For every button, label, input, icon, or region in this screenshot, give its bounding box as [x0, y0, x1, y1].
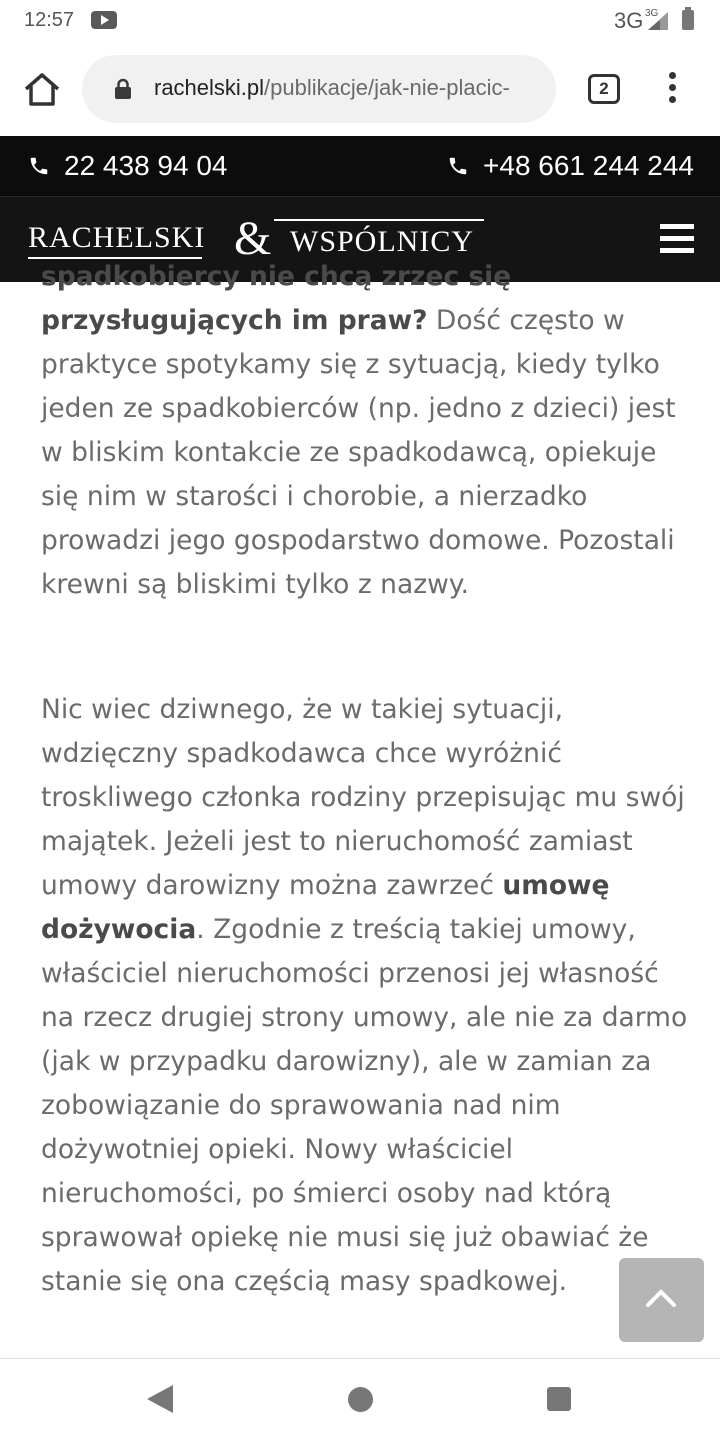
article-content	[0, 261, 720, 1358]
chevron-up-icon	[645, 1286, 677, 1308]
paragraph-bold: przysługujących im praw?	[41, 305, 428, 336]
hamburger-menu-icon[interactable]	[660, 224, 694, 254]
logo-text-left: RACHELSKI	[28, 221, 206, 254]
logo-text-right: WSPÓLNICY	[290, 225, 475, 258]
url-path: /publikacje/jak-nie-placic-	[264, 75, 510, 100]
phone-icon	[447, 155, 469, 177]
status-time: 12:57	[24, 9, 75, 31]
youtube-notification-icon	[91, 11, 117, 29]
url-text[interactable]	[154, 75, 544, 101]
paragraph-text: Dość często w praktyce spotykamy się z sytuacją, kiedy tylko jeden ze spadkobierców (np. jedno z dzieci) jest w bliskim kontakcie ze spadkodawcą, opiekuje się nim w starości i chorobie, a nierzadko prowadzi jego gospodarstwo domowe. Pozostali krewni są bliskimi tylko z nazwy.	[41, 305, 676, 600]
logo-overline	[274, 219, 484, 221]
phone-icon	[28, 155, 50, 177]
tab-switcher-button[interactable]: 2	[588, 74, 620, 104]
home-button-icon[interactable]	[348, 1387, 373, 1412]
phone-link-left[interactable]	[28, 150, 228, 182]
paragraph-bold-cut: spadkobiercy nie chcą zrzec się	[41, 261, 512, 292]
network-type-sup: 3G	[645, 8, 659, 19]
signal-icon	[648, 12, 668, 30]
recent-apps-icon[interactable]	[547, 1387, 571, 1411]
paragraph-text: . Zgodnie z treścią takiej umowy, właściciel nieruchomości przenosi jej własność na rzecz drugiej strony umowy, ale nie za darmo (jak w przypadku darowizny), ale w zamian za zobowiązanie do sprawowania nad nim dożywotniej opieki. Nowy właściciel nieruchomości, po śmierci osoby nad którą sprawował opiekę nie musi się już obawiać że stanie się ona częścią masy spadkowej.	[41, 914, 688, 1297]
paragraph-text: Nic wiec dziwnego, że w takiej sytuacji, wdzięczny spadkodawca chce wyróżnić troskliwego członka rodziny przepisując mu swój majątek. Jeżeli jest to nieruchomość zamiast umowy darowizny można zawrzeć	[41, 694, 685, 901]
phone-link-right[interactable]	[447, 150, 694, 182]
url-domain: rachelski.pl	[154, 75, 265, 100]
system-nav-bar	[0, 1358, 720, 1440]
status-bar	[0, 0, 720, 42]
back-to-top-button[interactable]	[619, 1258, 704, 1342]
home-icon[interactable]	[22, 71, 62, 107]
article-paragraph	[41, 688, 691, 1304]
phone-number-right: +48 661 244 244	[483, 150, 694, 181]
paragraph-bold: umowę dożywocia	[41, 870, 610, 945]
network-type: 3G	[614, 8, 644, 33]
overflow-menu-icon[interactable]	[667, 72, 677, 106]
browser-toolbar	[0, 42, 720, 136]
phone-number-left: 22 438 94 04	[64, 150, 228, 181]
article-paragraph	[41, 255, 691, 607]
battery-icon	[682, 10, 694, 30]
logo-ampersand: &	[234, 212, 272, 265]
contact-bar	[0, 136, 720, 196]
back-icon[interactable]	[147, 1385, 173, 1413]
lock-icon	[114, 79, 132, 99]
